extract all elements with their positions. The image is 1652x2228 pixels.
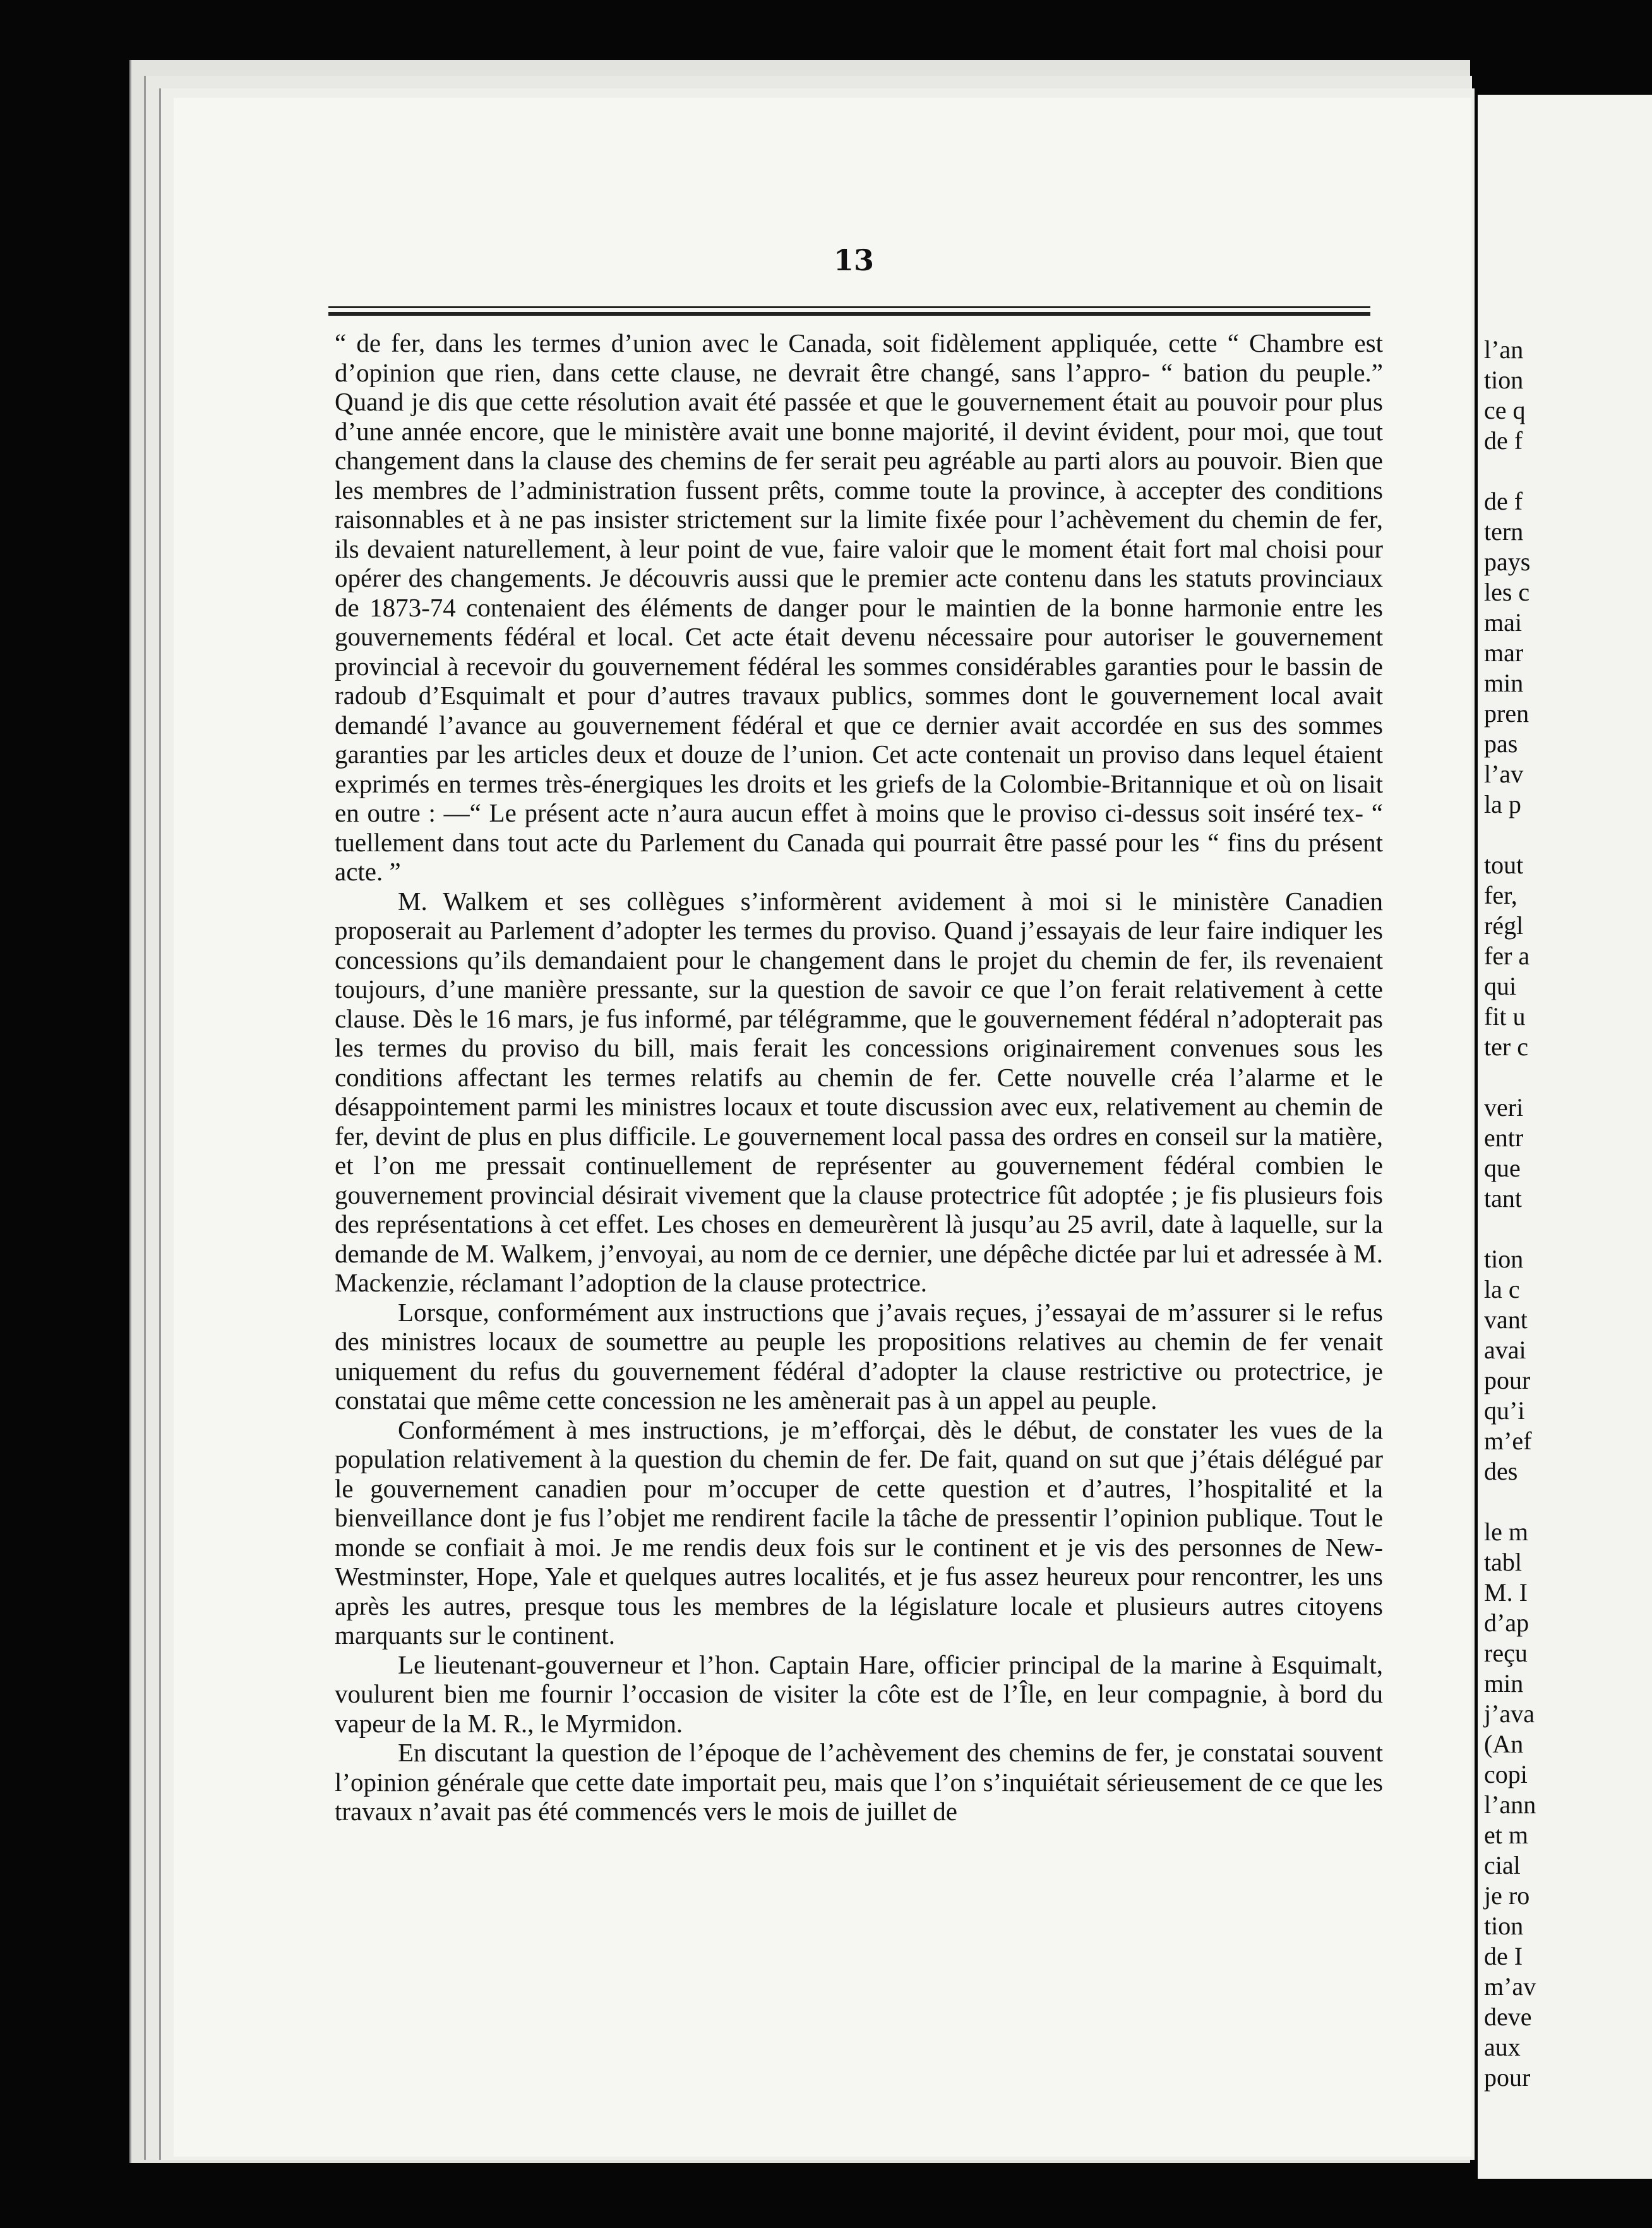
adjacent-page-fragment: tout bbox=[1484, 851, 1524, 879]
paragraph: M. Walkem et ses collègues s’informèrent avidement à moi si le ministère Canadien proposerait au Parlement d’adopter les termes du proviso. Quand j’essayais de leur faire indiquer les concessions qu’ils demandaient pour le changement dans le projet du chemin de fer, ils revenaient toujours, d’une manière pressante, sur la question de savoir ce que l’on ferait relativement à cette clause. Dès le 16 mars, je fus informé, par télégramme, que le gouvernement fédéral n’adopterait pas les termes du proviso du bill, mais ferait les concessions originairement convenues sous les conditions affectant les termes relatifs au chemin de fer. Cette nouvelle créa l’alarme et le désappointement parmi les ministres locaux et toute discussion avec eux, relativement au chemin de fer, devint de plus en plus difficile. Le gouvernement local passa des ordres en conseil sur la matière, et l’on me pressait continuellement de représenter au gouvernement fédéral combien le gouvernement provincial désirait vivement que la clause protectrice fût adoptée ; je fis plusieurs fois des représentations à cet effet. Les choses en demeurèrent là jusqu’au 25 avril, date à laquelle, sur la demande de M. Walkem, j’envoyai, au nom de ce dernier, une dépêche dictée par lui et adressée à M. Mackenzie, réclamant l’adoption de la clause protectrice. bbox=[335, 886, 1383, 1297]
adjacent-page-fragment: régl bbox=[1484, 911, 1524, 940]
adjacent-page-fragment: aux bbox=[1484, 2033, 1521, 2061]
adjacent-page-fragment: d’ap bbox=[1484, 1608, 1529, 1637]
adjacent-page-fragment: avai bbox=[1484, 1336, 1526, 1364]
paragraph: En discutant la question de l’époque de l’achèvement des chemins de fer, je constatai souvent l’opinion générale que cette date importait peu, mais que l’on s’inquiétait sérieusement de ce que les travaux n’avait pas été commencés vers le mois de juillet de bbox=[335, 1738, 1383, 1826]
adjacent-page-fragment: cial bbox=[1484, 1851, 1521, 1879]
adjacent-page-fragment: ter c bbox=[1484, 1033, 1528, 1061]
adjacent-page-fragment: fit u bbox=[1484, 1002, 1526, 1031]
adjacent-page-fragment: ce q bbox=[1484, 396, 1526, 424]
adjacent-page-fragment: l’av bbox=[1484, 760, 1524, 788]
adjacent-page-fragment: m’ef bbox=[1484, 1427, 1532, 1455]
adjacent-page-fragment: de f bbox=[1484, 487, 1523, 515]
adjacent-page-fragment: fer a bbox=[1484, 942, 1530, 970]
adjacent-page-fragment: la p bbox=[1484, 790, 1521, 818]
adjacent-page-fragment: des bbox=[1484, 1457, 1518, 1485]
adjacent-page-fragment: m’av bbox=[1484, 1972, 1536, 2001]
adjacent-page-fragment: pour bbox=[1484, 1366, 1531, 1394]
header-rule bbox=[328, 312, 1370, 316]
adjacent-page-fragment: l’an bbox=[1484, 335, 1524, 364]
adjacent-page-fragment: tion bbox=[1484, 1912, 1524, 1940]
adjacent-page-fragment: de I bbox=[1484, 1942, 1523, 1970]
adjacent-page-fragment: M. I bbox=[1484, 1578, 1528, 1607]
adjacent-page-fragment: pays bbox=[1484, 548, 1531, 576]
adjacent-page-fragment: l’ann bbox=[1484, 1790, 1536, 1819]
adjacent-page-fragment: fer, bbox=[1484, 881, 1517, 909]
adjacent-page-fragment: entr bbox=[1484, 1123, 1524, 1152]
adjacent-page-fragment: (An bbox=[1484, 1730, 1524, 1758]
adjacent-page-fragment: pas bbox=[1484, 729, 1518, 758]
adjacent-page-fragment: qu’i bbox=[1484, 1396, 1525, 1425]
adjacent-page-fragment: pren bbox=[1484, 699, 1529, 728]
adjacent-page-fragment: min bbox=[1484, 1669, 1524, 1698]
adjacent-page-fragment: mar bbox=[1484, 638, 1524, 667]
adjacent-page-fragment: min bbox=[1484, 669, 1524, 697]
paragraph: Le lieutenant-gouverneur et l’hon. Captain Hare, officier principal de la marine à Esquimalt, voulurent bien me fournir l’occasion de visiter la côte est de l’Île, en leur compagnie, à bord du vapeur de la M. R., le Myrmidon. bbox=[335, 1650, 1383, 1738]
page-number: 13 bbox=[834, 243, 875, 277]
adjacent-page-fragment: copi bbox=[1484, 1760, 1528, 1788]
adjacent-page-fragment: reçu bbox=[1484, 1639, 1528, 1667]
paragraph: Lorsque, conformément aux instructions que j’avais reçues, j’essayai de m’assurer si le refus des ministres locaux de soumettre au peuple les propositions relatives au chemin de fer venait uniquement du refus du gouvernement fédéral d’adopter la clause restrictive ou protectrice, je constatai que même cette concession ne les amènerait pas à un appel au peuple. bbox=[335, 1297, 1383, 1415]
adjacent-page-fragment: tion bbox=[1484, 366, 1524, 394]
header-rule bbox=[328, 306, 1370, 308]
adjacent-page-fragment: je ro bbox=[1484, 1881, 1530, 1910]
adjacent-page-fragment: que bbox=[1484, 1154, 1521, 1182]
adjacent-page-fragment: pour bbox=[1484, 2063, 1531, 2092]
adjacent-page-fragment: la c bbox=[1484, 1275, 1520, 1303]
paragraph: “ de fer, dans les termes d’union avec le Canada, soit fidèlement appliquée, cette “ Chambre est d’opinion que rien, dans cette clause, ne devrait être changé, sans l’appro- “ bation du peuple.” Quand je dis que cette résolution avait été passée et que le gouvernement était au pouvoir pour plus d’une année encore, que le ministère avait une bonne majorité, il devint évident, pour moi, que tout changement dans la clause des chemins de fer serait peu agréable au parti alors au pouvoir. Bien que les membres de l’administration fussent prêts, comme toute la province, à accepter des conditions raisonnables et à ne pas insister strictement sur la limite fixée pour l’achèvement du chemin de fer, ils devaient naturellement, à leur point de vue, faire valoir que le moment était fort mal choisi pour opérer des changements. Je découvris aussi que le premier acte contenu dans les statuts provinciaux de 1873-74 contenaient des éléments de danger pour le maintien de la bonne harmonie entre les gouvernements fédéral et local. Cet acte était devenu nécessaire pour autoriser le gouvernement provincial à recevoir du gouvernement fédéral les sommes considérables garanties pour le bassin de radoub d’Esquimalt et pour d’autres travaux publics, sommes dont le gouvernement local avait demandé l’avance au gouvernement fédéral et que ce dernier avait accordée en sus des sommes garanties par les articles deux et douze de l’union. Cet acte contenait un proviso dans lequel étaient exprimés en termes très-énergiques les droits et les griefs de la Colombie-Britannique et où on lisait en outre : —“ Le présent acte n’aura aucun effet à moins que le proviso ci-dessus soit inséré tex- “ tuellement dans tout acte du Parlement du Canada qui pourrait être passé pour les “ fins du présent acte. ” bbox=[335, 328, 1383, 886]
adjacent-page-fragment: tabl bbox=[1484, 1548, 1522, 1576]
adjacent-page-fragment: le m bbox=[1484, 1518, 1528, 1546]
adjacent-page-fragment: veri bbox=[1484, 1093, 1524, 1122]
body-text bbox=[335, 328, 1383, 1826]
adjacent-page-fragment: qui bbox=[1484, 972, 1517, 1000]
paragraph: Conformément à mes instructions, je m’efforçai, dès le début, de constater les vues de la population relativement à la question du chemin de fer. De fait, quand on sut que j’étais délégué par le gouvernement canadien pour m’occuper de cette question et d’autres, l’hospitalité et la bienveillance dont je fus l’objet me rendirent facile la tâche de pressentir l’opinion publique. Tout le monde se confiait à moi. Je me rendis deux fois sur le continent et je vis des personnes de New-Westminster, Hope, Yale et quelques autres localités, et je fus assez heureux pour rencontrer, les uns après les autres, presque tous les membres de la législature locale et plusieurs autres citoyens marquants sur le continent. bbox=[335, 1415, 1383, 1650]
adjacent-page-fragment: tern bbox=[1484, 517, 1524, 546]
adjacent-page-fragment: les c bbox=[1484, 578, 1530, 606]
adjacent-page-fragment: deve bbox=[1484, 2003, 1532, 2031]
adjacent-page-fragment: et m bbox=[1484, 1821, 1528, 1849]
adjacent-page-fragment: de f bbox=[1484, 426, 1523, 455]
adjacent-page-fragment: j’ava bbox=[1484, 1699, 1535, 1728]
adjacent-page-fragment: tant bbox=[1484, 1184, 1522, 1213]
adjacent-page-fragment: tion bbox=[1484, 1245, 1524, 1273]
adjacent-page-fragment: vant bbox=[1484, 1305, 1528, 1334]
adjacent-page bbox=[1478, 95, 1652, 2179]
adjacent-page-fragment: mai bbox=[1484, 608, 1522, 637]
